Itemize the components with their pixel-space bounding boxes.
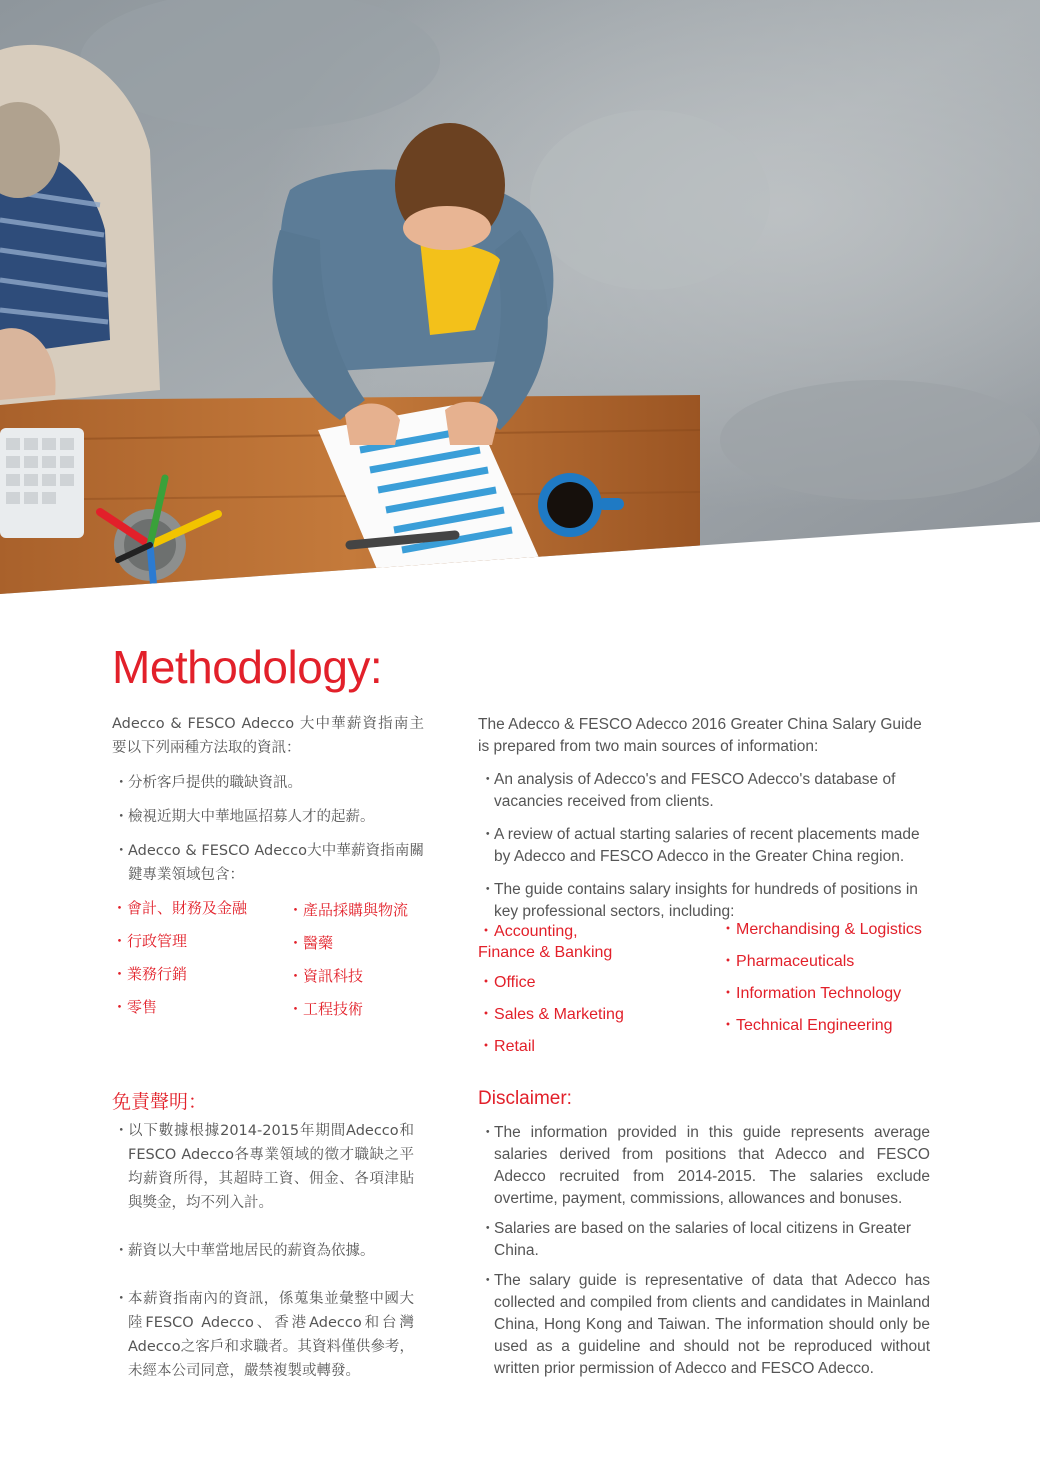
- bullet-dot-icon: ・: [114, 775, 129, 791]
- zh-sector-item: ・資訊科技: [288, 967, 364, 985]
- en-sector-item: ・Retail: [478, 1038, 535, 1055]
- en-bullet-text: An analysis of Adecco's and FESCO Adecco's database of vacancies received from clients.: [494, 771, 896, 810]
- en-sector-item: ・Information Technology: [720, 985, 902, 1002]
- bullet-dot-icon: ・: [480, 881, 496, 898]
- bullet-dot-icon: ・: [480, 1124, 496, 1141]
- bullet-dot-icon: ・: [480, 826, 496, 843]
- zh-disclaimer-item: [112, 1287, 414, 1383]
- en-bullet-text: A review of actual starting salaries of recent placements made by Adecco and FESCO Adecco in the Greater China region.: [494, 826, 920, 865]
- en-sector-item: ・Pharmaceuticals: [720, 953, 855, 970]
- en-bullet-text: The guide contains salary insights for hundreds of positions in key professional sectors, including:: [494, 881, 918, 920]
- zh-bullet-item: [112, 839, 424, 887]
- en-sector-item: ・Accounting, Finance & Banking: [478, 923, 613, 961]
- en-disclaimer-item: [478, 1122, 930, 1210]
- bullet-dot-icon: ・: [114, 1243, 129, 1259]
- en-bullet-item: [478, 769, 930, 813]
- zh-disclaimer-text: 薪資以大中華當地居民的薪資為依據。: [128, 1243, 375, 1259]
- bullet-dot-icon: ・: [480, 1220, 496, 1237]
- zh-disclaimer-item: [112, 1239, 414, 1263]
- zh-disclaimer-text: 以下數據根據2014-2015年期間Adecco和FESCO Adecco各專業領域的徵才職缺之平均薪資所得，其超時工資、佣金、各項津貼與獎金，均不列入計。: [128, 1123, 414, 1211]
- zh-bullet-list: [112, 771, 424, 887]
- zh-bullet-text: Adecco & FESCO Adecco大中華薪資指南關鍵專業領域包含：: [128, 843, 424, 883]
- bullet-dot-icon: ・: [114, 843, 129, 859]
- en-intro: [478, 714, 930, 758]
- zh-bullet-text: 分析客戶提供的職缺資訊。: [128, 775, 302, 791]
- en-disclaimer-text: The information provided in this guide represents average salaries derived from positions that Adecco and FESCO Adecco recruited from 2014-2015. The salaries exclude overtime, payment, commissions, allowances and bonuses.: [494, 1124, 930, 1207]
- en-bullet-item: [478, 879, 930, 923]
- zh-disclaimer-text: 本薪資指南內的資訊，係蒐集並彙整中國大陸FESCO Adecco、香港Adecco和台灣Adecco之客戶和求職者。其資料僅供參考，未經本公司同意，嚴禁複製或轉發。: [128, 1291, 414, 1379]
- hero-photo: [0, 0, 1040, 600]
- zh-intro-text: Adecco & FESCO Adecco 大中華薪資指南主要以下列兩種方法取的資訊：: [112, 716, 424, 756]
- en-disclaimer-item: [478, 1270, 930, 1380]
- zh-sector-item: ・業務行銷: [112, 965, 188, 983]
- en-disclaimer-item: [478, 1218, 930, 1262]
- zh-sector-item: ・產品採購與物流: [288, 901, 409, 919]
- en-bullet-list: [478, 769, 930, 923]
- en-disclaimer-text: The salary guide is representative of data that Adecco has collected and compiled from clients and candidates in Mainland China, Hong Kong and Taiwan. The information should only be used as a guideline and should not be reproduced without written prior permission of Adecco and FESCO Adecco.: [494, 1272, 930, 1377]
- bullet-dot-icon: ・: [114, 1291, 129, 1307]
- en-disclaimer-list: [478, 1122, 930, 1380]
- en-intro-text: The Adecco & FESCO Adecco 2016 Greater China Salary Guide is prepared from two main sources of information:: [478, 716, 922, 755]
- bullet-dot-icon: ・: [114, 1123, 129, 1139]
- zh-sector-item: ・會計、財務及金融: [112, 899, 248, 917]
- en-disclaimer-text: Salaries are based on the salaries of local citizens in Greater China.: [494, 1220, 911, 1259]
- en-sector-item: ・Office: [478, 974, 536, 991]
- zh-sector-item: ・零售: [112, 998, 158, 1016]
- zh-disclaimer-list: [112, 1119, 414, 1383]
- en-sector-item: ・Sales & Marketing: [478, 1006, 624, 1023]
- zh-disclaimer-item: [112, 1119, 414, 1215]
- zh-intro: [112, 712, 424, 760]
- zh-disclaimer-title: 免責聲明：: [112, 1091, 208, 1113]
- zh-sector-item: ・醫藥: [288, 934, 334, 952]
- page-title: Methodology:: [112, 641, 383, 693]
- zh-sector-list: [112, 897, 432, 1027]
- zh-sector-item: ・工程技術: [288, 1000, 364, 1018]
- zh-sector-item: ・行政管理: [112, 932, 188, 950]
- bullet-dot-icon: ・: [480, 1272, 496, 1289]
- zh-bullet-item: [112, 771, 424, 795]
- en-sector-item: ・Merchandising & Logistics: [720, 921, 922, 938]
- zh-bullet-text: 檢視近期大中華地區招募人才的起薪。: [128, 809, 375, 825]
- bullet-dot-icon: ・: [114, 809, 129, 825]
- zh-bullet-item: [112, 805, 424, 829]
- en-sector-item: ・Technical Engineering: [720, 1017, 893, 1034]
- en-disclaimer-title: Disclaimer:: [478, 1088, 572, 1109]
- en-bullet-item: [478, 824, 930, 868]
- bullet-dot-icon: ・: [480, 771, 496, 788]
